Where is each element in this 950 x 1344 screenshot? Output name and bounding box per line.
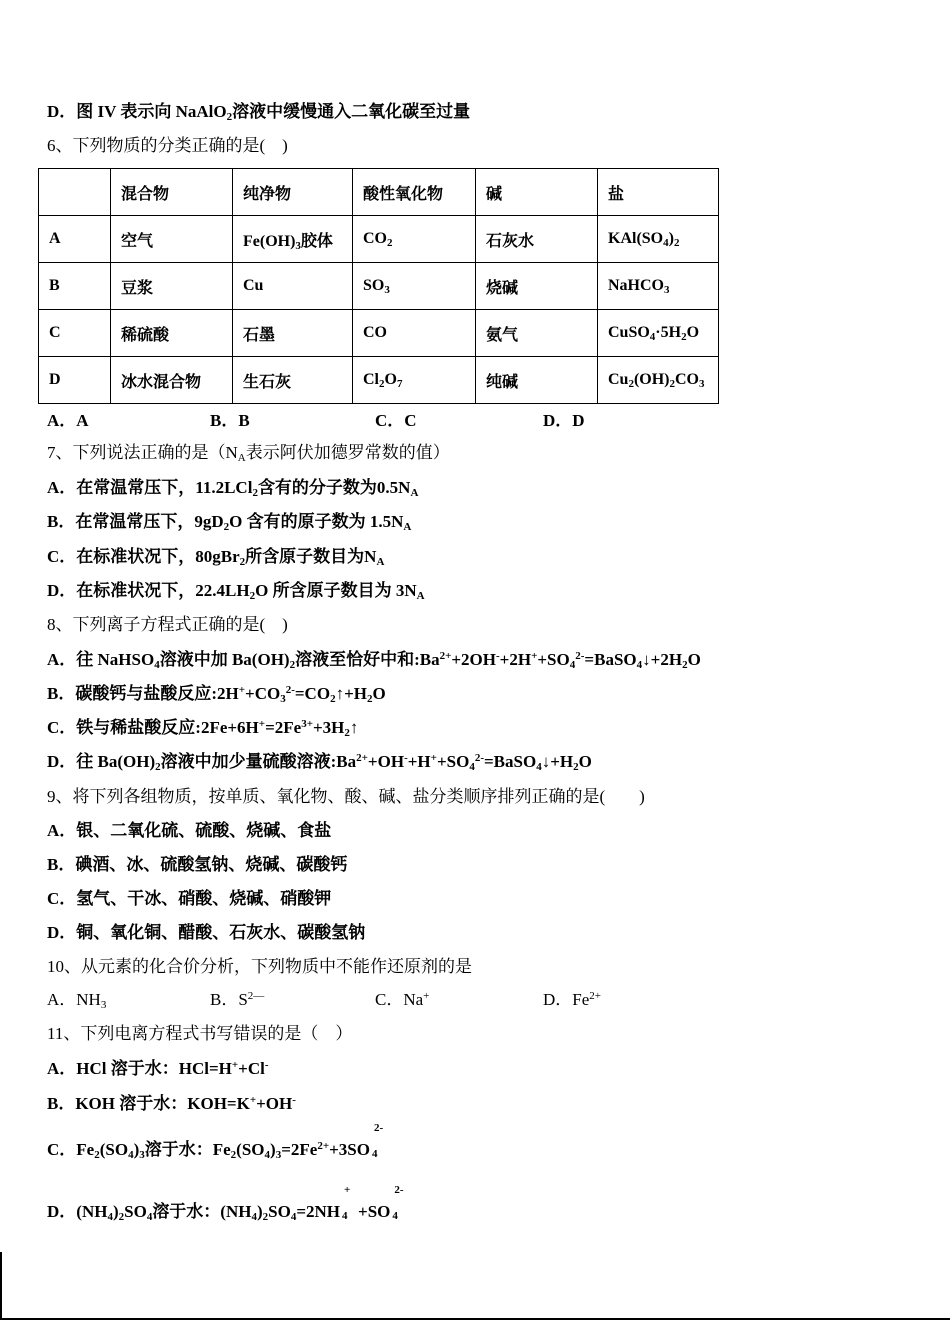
- question-10-stem: 10、从元素的化合价分析，下列物质中不能作还原剂的是: [47, 957, 472, 976]
- q7-option-b: B．在常温常压下，$9gD_2O$ 含有的原子数为 $1.5N_A$: [47, 512, 412, 533]
- q10-option-c: C．Na+: [375, 990, 430, 1009]
- q6-answer-row: [47, 411, 907, 431]
- table-cell: 冰水混合物: [111, 357, 233, 404]
- q7-option-a: A．在常温常压下，11.2LCl$_2$含有的分子数为$0.5N_A$: [47, 478, 419, 499]
- q10-option-b: B．$S^{2—}$: [210, 990, 265, 1009]
- q11-option-b: B．KOH 溶于水：KOH=K++OH-: [47, 1094, 296, 1113]
- table-cell: 石墨: [233, 310, 353, 357]
- q8-option-c: C．铁与稀盐酸反应$:2Fe+6H^+=2Fe^{3+}+3H_2↑$: [47, 718, 359, 739]
- q8-option-b: B．碳酸钙与盐酸反应$:2H^++CO_3^{2-}=CO_2↑+H_2O$: [47, 684, 386, 705]
- table-row-d: [39, 357, 719, 404]
- q9-option-c: C．氢气、干冰、硝酸、烧碱、硝酸钾: [47, 889, 332, 908]
- table-cell: $CuSO_4\cdot 5H_2O$: [598, 310, 719, 357]
- q9-option-d: D．铜、氧化铜、醋酸、石灰水、碳酸氢钠: [47, 923, 366, 942]
- table-cell: 生石灰: [233, 357, 353, 404]
- table-cell: A: [39, 216, 111, 263]
- table-cell: $Cl_2O_7$: [353, 357, 476, 404]
- table-cell: 石灰水: [476, 216, 598, 263]
- table-header-cell: 碱: [476, 169, 598, 216]
- table-header-cell: 盐: [598, 169, 719, 216]
- table-cell: 豆浆: [111, 263, 233, 310]
- table-cell: B: [39, 263, 111, 310]
- q6-answer-b: B．B: [210, 411, 250, 430]
- table-row-a: [39, 216, 719, 263]
- table-header-row: [39, 169, 719, 216]
- table-cell: 稀硫酸: [111, 310, 233, 357]
- table-cell: 纯碱: [476, 357, 598, 404]
- table-cell: 空气: [111, 216, 233, 263]
- table-row-c: [39, 310, 719, 357]
- classification-table: [38, 168, 719, 404]
- question-7-stem: 7、下列说法正确的是（$N_A$表示阿伏加德罗常数的值）: [47, 443, 450, 464]
- q11-option-a: A．HCl 溶于水：HCl=H++Cl-: [47, 1059, 269, 1078]
- q9-option-b: B．碘酒、冰、硫酸氢钠、烧碱、碳酸钙: [47, 855, 348, 874]
- prev-question-option-d: D．图 IV 表示向 NaAlO$_2$溶液中缓慢通入二氧化碳至过量: [47, 102, 471, 123]
- table-header-cell: 纯净物: [233, 169, 353, 216]
- q10-option-a: A．$NH_3$: [47, 990, 107, 1011]
- q8-option-a: A．往 NaHSO$_4$溶液中加 $Ba(OH)_2$溶液至恰好中和$:Ba^{2+}+2OH^-+2H^++SO_4^{2-}=BaSO_4↓+2H_2O$: [47, 650, 701, 671]
- q10-option-d: D．$Fe^{2+}$: [543, 990, 601, 1009]
- table-header-cell: [39, 169, 111, 216]
- page-bottom-border: [0, 1318, 950, 1320]
- table-cell: Cu: [233, 263, 353, 310]
- table-cell: CO: [353, 310, 476, 357]
- table-cell: 氨气: [476, 310, 598, 357]
- table-cell: $Fe(OH)_3$胶体: [233, 216, 353, 263]
- table-cell: C: [39, 310, 111, 357]
- q10-option-row: [47, 990, 907, 1010]
- table-cell: D: [39, 357, 111, 404]
- q6-answer-d: D．D: [543, 411, 585, 430]
- q8-option-d: D．往 $Ba(OH)_2$溶液中加少量硫酸溶液$:Ba^{2+}+OH^-+H^++SO_4^{2-}=BaSO_4↓+H_2O$: [47, 752, 592, 773]
- question-6-stem: 6、下列物质的分类正确的是( ): [47, 136, 288, 155]
- question-9-stem: 9、将下列各组物质，按单质、氧化物、酸、碱、盐分类顺序排列正确的是( ): [47, 787, 645, 806]
- table-cell: $KAl(SO_4)_2$: [598, 216, 719, 263]
- table-header-cell: 酸性氧化物: [353, 169, 476, 216]
- question-11-stem: 11、下列电离方程式书写错误的是（ ）: [47, 1024, 353, 1043]
- table-cell: $SO_3$: [353, 263, 476, 310]
- q6-answer-c: C．C: [375, 411, 417, 430]
- q7-option-d: D．在标准状况下，$22.4LH_2O$ 所含原子数目为 $3N_A$: [47, 581, 425, 602]
- table-cell: $Cu_2(OH)_2CO_3$: [598, 357, 719, 404]
- question-8-stem: 8、下列离子方程式正确的是( ): [47, 615, 288, 634]
- table-cell: 烧碱: [476, 263, 598, 310]
- table-cell: $CO_2$: [353, 216, 476, 263]
- table-cell: NaHCO$_3$: [598, 263, 719, 310]
- table-header-cell: 混合物: [111, 169, 233, 216]
- table-row-b: [39, 263, 719, 310]
- q6-answer-a: A．A: [47, 411, 89, 430]
- page-left-border: [0, 1252, 2, 1320]
- q11-option-d: D．$(NH_4)_2SO_4$溶于水：$(NH_4)_2SO_4=2NH$ + 4 +SO 2- 4: [47, 1184, 404, 1223]
- q9-option-a: A．银、二氧化硫、硫酸、烧碱、食盐: [47, 821, 332, 840]
- q11-option-c: C．$Fe_2(SO_4)_3$溶于水：$Fe_2(SO_4)_3=2Fe^{2+}+3SO$ 2- 4: [47, 1122, 384, 1161]
- q7-option-c: C．在标准状况下，80gBr$_2$所含原子数目为$N_A$: [47, 547, 385, 568]
